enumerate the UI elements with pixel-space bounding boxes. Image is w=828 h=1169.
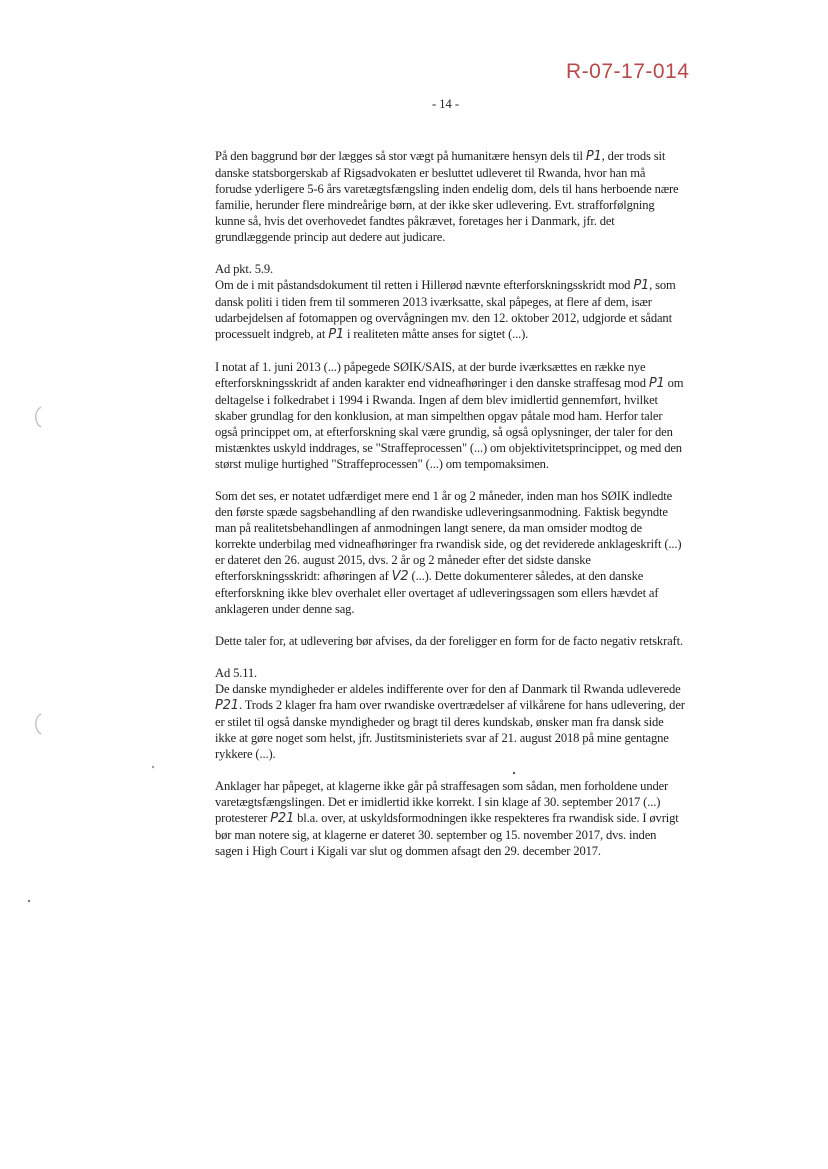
paragraph-3-text-b: om deltagelse i folkedrabet i 1994 i Rwanda. Ingen af dem blev imidlertid gennemført, hvilket skaber grundlag for den konklusion, at man simpelthen opgav påtale mod ham. Herfor taler også princippet om, at efterforskning skal være grundig, så også oplysninger, der taler for den mistænktes uskyld inddrages, se "Straffeprocessen" (...) om objektivitetsprincippet, og med den størst mulige hurtighed "Straffeprocessen" (...) om tempomaksimen. xyxy=(215,376,684,471)
paragraph-4-text-b: (...). Dette dokumenterer således, at den danske efterforskning ikke blev overhalet eller overtaget af udleveringssagen som ellers hævdet af anklageren under denne sag. xyxy=(215,569,659,616)
scan-bracket-mark xyxy=(30,712,44,736)
section-heading-5-11: Ad 5.11. xyxy=(215,666,258,680)
handwritten-pseudonym: P1 xyxy=(585,149,602,164)
handwritten-pseudonym: P21 xyxy=(215,698,239,713)
paragraph-1-text-a: På den baggrund bør der lægges så stor vægt på humanitære hensyn dels til xyxy=(215,149,586,163)
paragraph-6-text-b: . Trods 2 klager fra ham over rwandiske overtrædelser af vilkårene for hans udlevering, der er stilet til også danske myndigheder og bragt til deres kundskab, ønsker man fra dansk side ikke at gøre noget som helst, jfr. Justitsministeriets svar af 21. august 2018 på mine gentagne rykkere (...). xyxy=(215,698,685,761)
paragraph-4 xyxy=(215,488,685,617)
handwritten-pseudonym: P1 xyxy=(328,327,345,342)
section-heading-5-9: Ad pkt. 5.9. xyxy=(215,262,274,276)
document-body xyxy=(215,148,685,875)
page-number: - 14 - xyxy=(432,97,460,111)
paragraph-4-text-a: Som det ses, er notatet udfærdiget mere end 1 år og 2 måneder, inden man hos SØIK indledte den første spæde sagsbehandling af den rwandiske udleveringsanmodning. Faktisk begyndte man på realitetsbehandlingen af anmodningen langt senere, da man omsider modtog de korrekte underbilag med vidneafhøringer fra rwandisk side, og det reviderede anklageskrift (...) er dateret den 26. august 2015, dvs. 2 år og 2 måneder efter det sidste danske efterforskningsskridt: afhøringen af xyxy=(215,489,682,583)
scan-bracket-mark xyxy=(30,405,44,429)
paragraph-3 xyxy=(215,359,685,472)
paragraph-3-text-a: I notat af 1. juni 2013 (...) påpegede SØIK/SAIS, at der burde iværksættes en række nye efterforskningsskridt af anden karakter end vidneafhøringer i den danske straffesag mod xyxy=(215,360,649,390)
paragraph-1 xyxy=(215,148,685,245)
handwritten-pseudonym: P1 xyxy=(648,376,665,391)
handwritten-pseudonym: P21 xyxy=(270,811,295,826)
paragraph-7-text-b: bl.a. over, at uskyldsformodningen ikke respekteres fra rwandisk side. I øvrigt bør man notere sig, at klagerne er dateret 30. september og 15. november 2017, dvs. inden sagen i High Court i Kigali var slut og dommen afsagt den 29. december 2017. xyxy=(215,811,679,858)
paragraph-6 xyxy=(215,681,685,762)
scan-speck-mark xyxy=(511,770,517,776)
handwritten-pseudonym: P1 xyxy=(633,278,650,293)
paragraph-6-text-a: De danske myndigheder er aldeles indifferente over for den af Danmark til Rwanda udleverede xyxy=(215,682,681,696)
reference-stamp: R-07-17-014 xyxy=(566,60,690,83)
paragraph-2-text-c: i realiteten måtte anses for sigtet (...). xyxy=(344,327,529,341)
paragraph-1-text-b: , der trods sit danske statsborgerskab af Rigsadvokaten er besluttet udleveret til Rwanda, hvor han må forudse yderligere 5-6 års varetægtsfængsling inden endelig dom, dels til hans herboende nære familie, herunder flere mindreårige børn, at der ikke sker udlevering. Evt. strafforfølgning kunne så, hvis det overhovedet fandtes påkrævet, foretages her i Danmark, jfr. det grundlæggende princip aut dedere aut judicare. xyxy=(215,149,679,244)
paragraph-2-text-a: Om de i mit påstandsdokument til retten i Hillerød nævnte efterforskningsskridt mod xyxy=(215,278,634,292)
scan-speck-mark xyxy=(26,898,32,904)
paragraph-2-text-b: , som dansk politi i tiden frem til sommeren 2013 iværksatte, skal påpeges, at flere af dem, især udarbejdelsen af fotomappen og overvågningen mv. den 12. oktober 2012, udgjorde et sådant processuelt indgreb, at xyxy=(215,278,676,341)
paragraph-5: Dette taler for, at udlevering bør afvises, da der foreligger en form for de facto negativ retskraft. xyxy=(215,634,683,648)
scan-speck-mark xyxy=(150,764,156,770)
handwritten-pseudonym: V2 xyxy=(391,569,409,584)
paragraph-7 xyxy=(215,778,685,859)
paragraph-7-text-a: Anklager har påpeget, at klagerne ikke går på straffesagen som sådan, men forholdene under varetægtsfængslingen. Det er imidlertid ikke korrekt. I sin klage af 30. september 2017 (...) protesterer xyxy=(215,779,669,825)
paragraph-2 xyxy=(215,277,685,343)
